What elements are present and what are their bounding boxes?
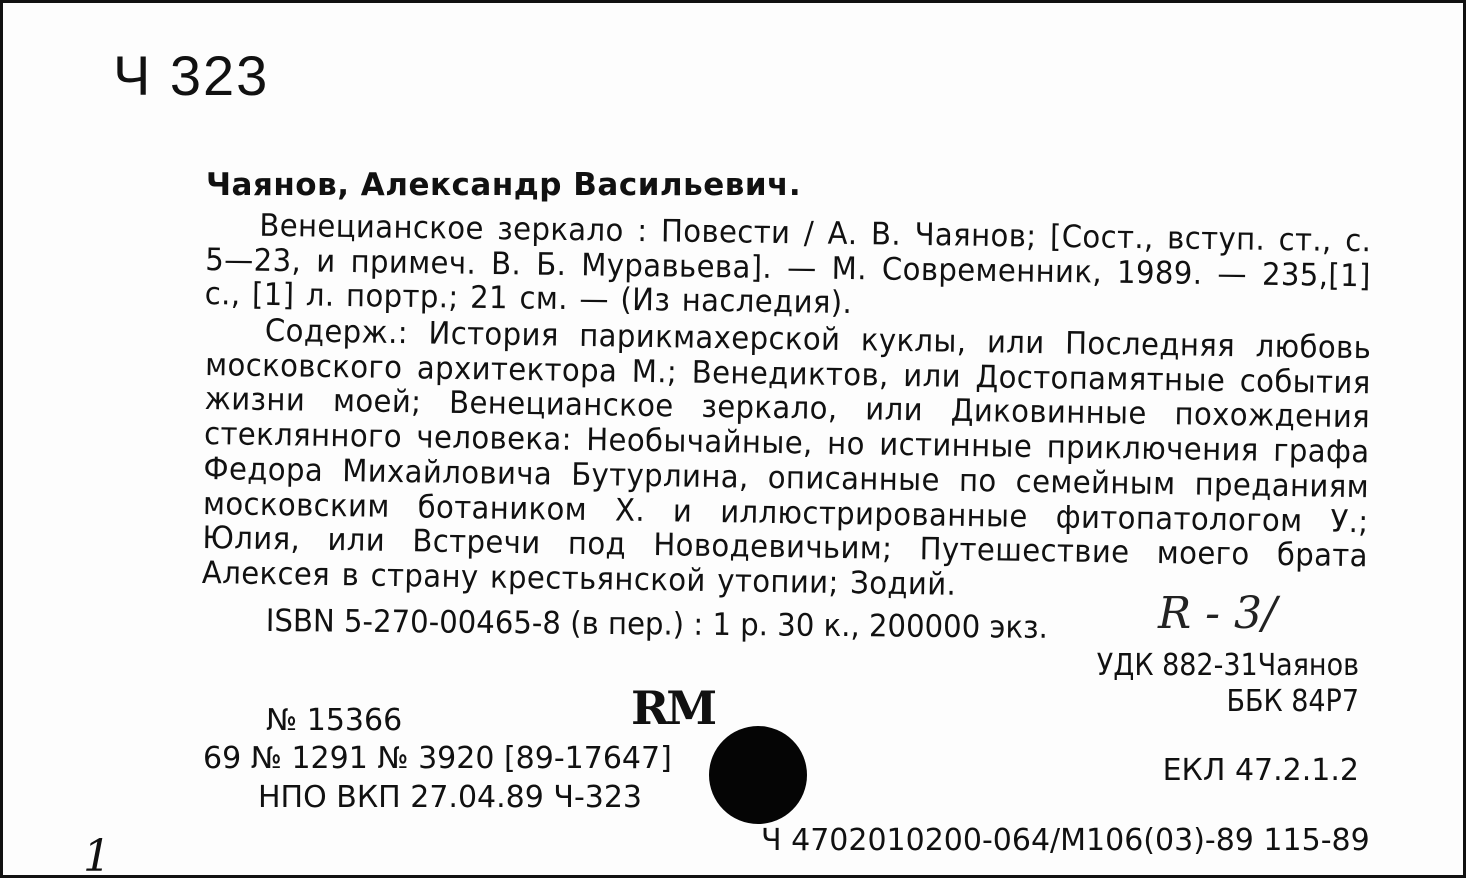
punch-hole xyxy=(709,726,807,824)
udc-code: УДК 882-31Чаянов xyxy=(1096,648,1359,683)
corner-handwritten-mark: 1 xyxy=(83,831,111,882)
card-number: № 15366 xyxy=(266,703,403,738)
classification-block xyxy=(1097,648,1359,720)
isbn-line: ISBN 5-270-00465-8 (в пер.) : 1 р. 30 к., 200000 экз. xyxy=(265,603,1048,646)
rm-stamp: RM xyxy=(631,681,715,735)
bbk-code: ББК 84Р7 xyxy=(1226,684,1359,719)
npo-line: НПО ВКП 27.04.89 Ч-323 xyxy=(258,780,643,815)
call-number: Ч 323 xyxy=(113,44,270,107)
handwritten-mark: R - 3/ xyxy=(1158,588,1277,639)
ekl-code: ЕКЛ 47.2.1.2 xyxy=(1162,753,1359,788)
author-heading: Чаянов, Александр Васильевич. xyxy=(206,167,802,203)
contents-note: Содерж.: История парикмахерской куклы, или Последняя любовь московского архитектора М.; Венедиктов, или Достопамятные события жизни моей; Венецианское зеркало, или Диковинные похождения стеклянного человека: Необычайные, но истинные приключения графа Федора Михайловича Бутурлина, описанные по семейным преданиям московским ботаником Х. и иллюстрированные фитопатологом У.; Юлия, или Встречи под Новодевичьим; Путешествие моего брата Алексея в страну крестьянской утопии; Зодий. xyxy=(201,312,1372,603)
order-line: 69 № 1291 № 3920 [89-17647] xyxy=(203,741,672,776)
bottom-code: Ч 4702010200-064/M106(03)-89 115-89 xyxy=(761,823,1370,858)
bibliographic-description: Венецианское зеркало : Повести / А. В. Чаянов; [Сост., вступ. ст., с. 5—23, и примеч. В. Б. Муравьева]. — М. Современник, 1989. — 235,[1] с., [1] л. портр.; 21 см. — (Из наследия). xyxy=(204,207,1372,322)
